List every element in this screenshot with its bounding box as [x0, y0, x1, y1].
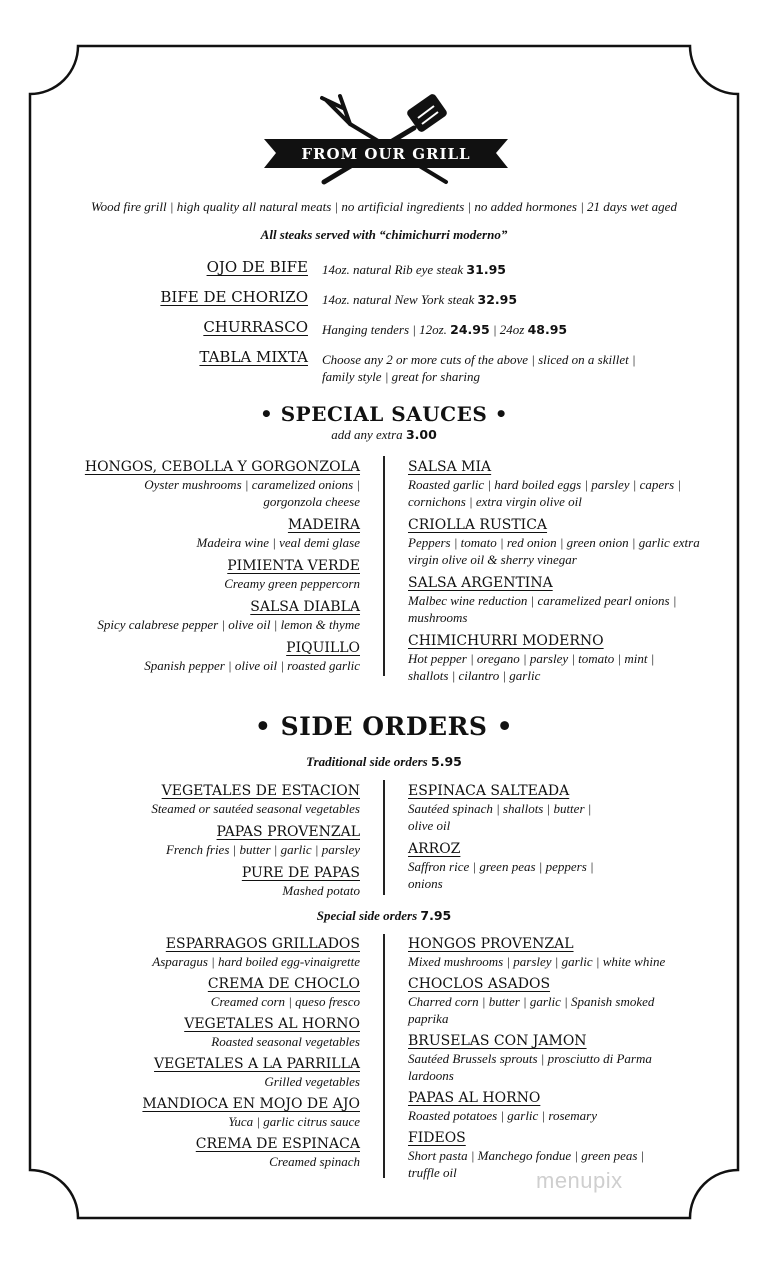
menu-item	[408, 1089, 665, 1124]
item-name: CHOCLOS ASADOS	[408, 976, 551, 992]
item-name: PIMIENTA VERDE	[227, 558, 360, 574]
item-name: ESPINACA SALTEADA	[408, 783, 570, 799]
item-desc: gorgonzola cheese	[263, 494, 360, 509]
menu-item	[408, 935, 665, 970]
item-name: VEGETALES DE ESTACION	[161, 783, 360, 799]
column-divider	[383, 780, 385, 895]
menu-item	[142, 1015, 360, 1050]
item-desc: Asparagus | hard boiled egg-vinaigrette	[152, 954, 360, 969]
item-desc: Spicy calabrese pepper | olive oil | lemon & thyme	[97, 617, 360, 632]
special-sides-right	[408, 935, 665, 1181]
menu-item	[142, 1095, 360, 1130]
item-desc: paprika	[408, 1011, 449, 1026]
menu-item	[408, 975, 665, 1027]
menu-item	[142, 935, 360, 970]
item-name: FIDEOS	[408, 1130, 466, 1146]
menu-item	[142, 1135, 360, 1170]
item-desc: Grilled vegetables	[264, 1074, 360, 1089]
item-desc: Yuca | garlic citrus sauce	[228, 1114, 360, 1129]
sauces-extra-price: 3.00	[405, 427, 437, 442]
item-desc: mushrooms	[408, 610, 468, 625]
item-desc: Roasted potatoes | garlic | rosemary	[408, 1108, 598, 1123]
traditional-sides-price: 5.95	[431, 754, 462, 769]
menu-item	[142, 1055, 360, 1090]
sauces-title: • SPECIAL SAUCES •	[259, 402, 509, 426]
item-desc: Saffron rice | green peas | peppers |	[408, 859, 594, 874]
steak-price: 32.95	[477, 292, 518, 307]
sauces-left-column	[85, 458, 360, 674]
special-sides-price: 7.95	[420, 908, 452, 923]
item-name: PAPAS PROVENZAL	[216, 824, 360, 840]
item-desc: Mashed potato	[282, 883, 360, 898]
item-desc: onions	[408, 876, 443, 891]
steak-desc: Choose any 2 or more cuts of the above | sliced on a skillet | family style | great for sharing	[322, 352, 636, 384]
item-name: CREMA DE ESPINACA	[195, 1136, 360, 1152]
steak-price: 31.95	[466, 262, 506, 277]
item-name: ESPARRAGOS GRILLADOS	[165, 936, 360, 952]
item-desc: Creamy green peppercorn	[224, 576, 360, 591]
item-desc: Steamed or sautéed seasonal vegetables	[151, 801, 360, 816]
menu-item	[85, 598, 360, 633]
column-divider	[383, 456, 385, 676]
item-desc: French fries | butter | garlic | parsley	[165, 842, 360, 857]
item-name: PIQUILLO	[286, 640, 360, 656]
item-name: BRUSELAS CON JAMON	[408, 1033, 587, 1049]
menu-item	[408, 574, 700, 626]
item-desc: lardoons	[408, 1068, 454, 1083]
item-name: HONGOS PROVENZAL	[408, 936, 574, 952]
steak-name: CHURRASCO	[203, 318, 308, 336]
special-sides-subtitle: Special side orders 7.95	[316, 908, 452, 923]
item-desc: Malbec wine reduction | caramelized pearl onions |	[408, 593, 677, 608]
item-desc: Hot pepper | oregano | parsley | tomato | mint |	[408, 651, 655, 666]
item-desc: Mixed mushrooms | parsley | garlic | white whine	[408, 954, 666, 969]
grill-title: FROM OUR GRILL	[301, 145, 471, 163]
item-desc: cornichons | extra virgin olive oil	[408, 494, 582, 509]
item-name: SALSA ARGENTINA	[408, 575, 553, 591]
item-name: ARROZ	[408, 841, 461, 857]
menu-item	[408, 1032, 665, 1084]
steak-price: 48.95	[527, 322, 568, 337]
item-name: SALSA DIABLA	[250, 599, 360, 615]
item-name: VEGETALES AL HORNO	[184, 1016, 360, 1032]
steak-desc: 14oz. natural Rib eye steak 31.95	[322, 262, 506, 277]
traditional-sides-right	[408, 782, 594, 892]
item-desc: Peppers | tomato | red onion | green onion | garlic extra	[408, 535, 700, 550]
item-desc: olive oil	[408, 818, 451, 833]
special-sides-left	[142, 935, 360, 1170]
item-desc: Creamed spinach	[269, 1154, 360, 1169]
menu-item	[85, 639, 360, 674]
item-name: PAPAS AL HORNO	[408, 1090, 541, 1106]
menu-item	[85, 516, 360, 551]
item-desc: virgin olive oil & sherry vinegar	[408, 552, 577, 567]
watermark: menupix	[536, 1168, 623, 1193]
item-desc: Spanish pepper | olive oil | roasted garlic	[144, 658, 360, 673]
item-name: HONGOS, CEBOLLA Y GORGONZOLA	[84, 459, 360, 475]
grill-tagline: Wood fire grill | high quality all natural meats | no artificial ingredients | no added hormones | 21 days wet aged	[91, 199, 677, 214]
menu-item	[85, 458, 360, 510]
menu-item	[151, 823, 360, 858]
item-desc: Creamed corn | queso fresco	[210, 994, 360, 1009]
grill-tools-icon	[0, 0, 768, 200]
menu-item	[408, 782, 594, 834]
menu-item	[408, 516, 700, 568]
item-name: MADEIRA	[287, 517, 360, 533]
item-desc: Roasted garlic | hard boiled eggs | parsley | capers |	[408, 477, 682, 492]
steak-desc: 14oz. natural New York steak 32.95	[322, 292, 518, 307]
item-name: SALSA MIA	[408, 459, 492, 475]
item-desc: Sautéed spinach | shallots | butter |	[408, 801, 592, 816]
steak-name: BIFE DE CHORIZO	[160, 288, 308, 306]
menu-item	[151, 782, 360, 817]
steak-price: 24.95	[450, 322, 490, 337]
menu-item	[408, 632, 700, 684]
item-name: CREMA DE CHOCLO	[207, 976, 360, 992]
sauces-right-column	[408, 458, 700, 684]
item-desc: Sautéed Brussels sprouts | prosciutto di Parma	[408, 1051, 652, 1066]
column-divider	[383, 934, 385, 1178]
item-desc: Oyster mushrooms | caramelized onions |	[144, 477, 360, 492]
sauces-subtitle: add any extra 3.00	[331, 427, 437, 442]
traditional-sides-subtitle: Traditional side orders 5.95	[306, 754, 462, 769]
menu-item	[408, 840, 594, 892]
menu-item	[151, 864, 360, 899]
item-desc: Charred corn | butter | garlic | Spanish smoked	[408, 994, 655, 1009]
item-desc: truffle oil	[408, 1165, 457, 1180]
item-desc: Short pasta | Manchego fondue | green peas |	[408, 1148, 645, 1163]
menu-item	[408, 458, 700, 510]
item-name: VEGETALES A LA PARRILLA	[154, 1056, 360, 1072]
item-name: CHIMICHURRI MODERNO	[408, 633, 604, 649]
traditional-sides-left	[151, 782, 360, 899]
menu-item	[85, 557, 360, 592]
steak-desc: Hanging tenders | 12oz. 24.95 | 24oz 48.95	[322, 322, 568, 337]
steak-name: TABLA MIXTA	[199, 348, 308, 366]
grill-note: All steaks served with “chimichurri moderno”	[260, 227, 508, 242]
item-name: PURE DE PAPAS	[241, 865, 360, 881]
item-name: MANDIOCA EN MOJO DE AJO	[142, 1096, 360, 1112]
sides-title: • SIDE ORDERS •	[254, 712, 514, 741]
item-desc: Madeira wine | veal demi glase	[196, 535, 360, 550]
menu-item	[142, 975, 360, 1010]
item-desc: shallots | cilantro | garlic	[408, 668, 541, 683]
item-desc: Roasted seasonal vegetables	[211, 1034, 360, 1049]
item-name: CRIOLLA RUSTICA	[408, 517, 548, 533]
steak-name: OJO DE BIFE	[206, 258, 308, 276]
